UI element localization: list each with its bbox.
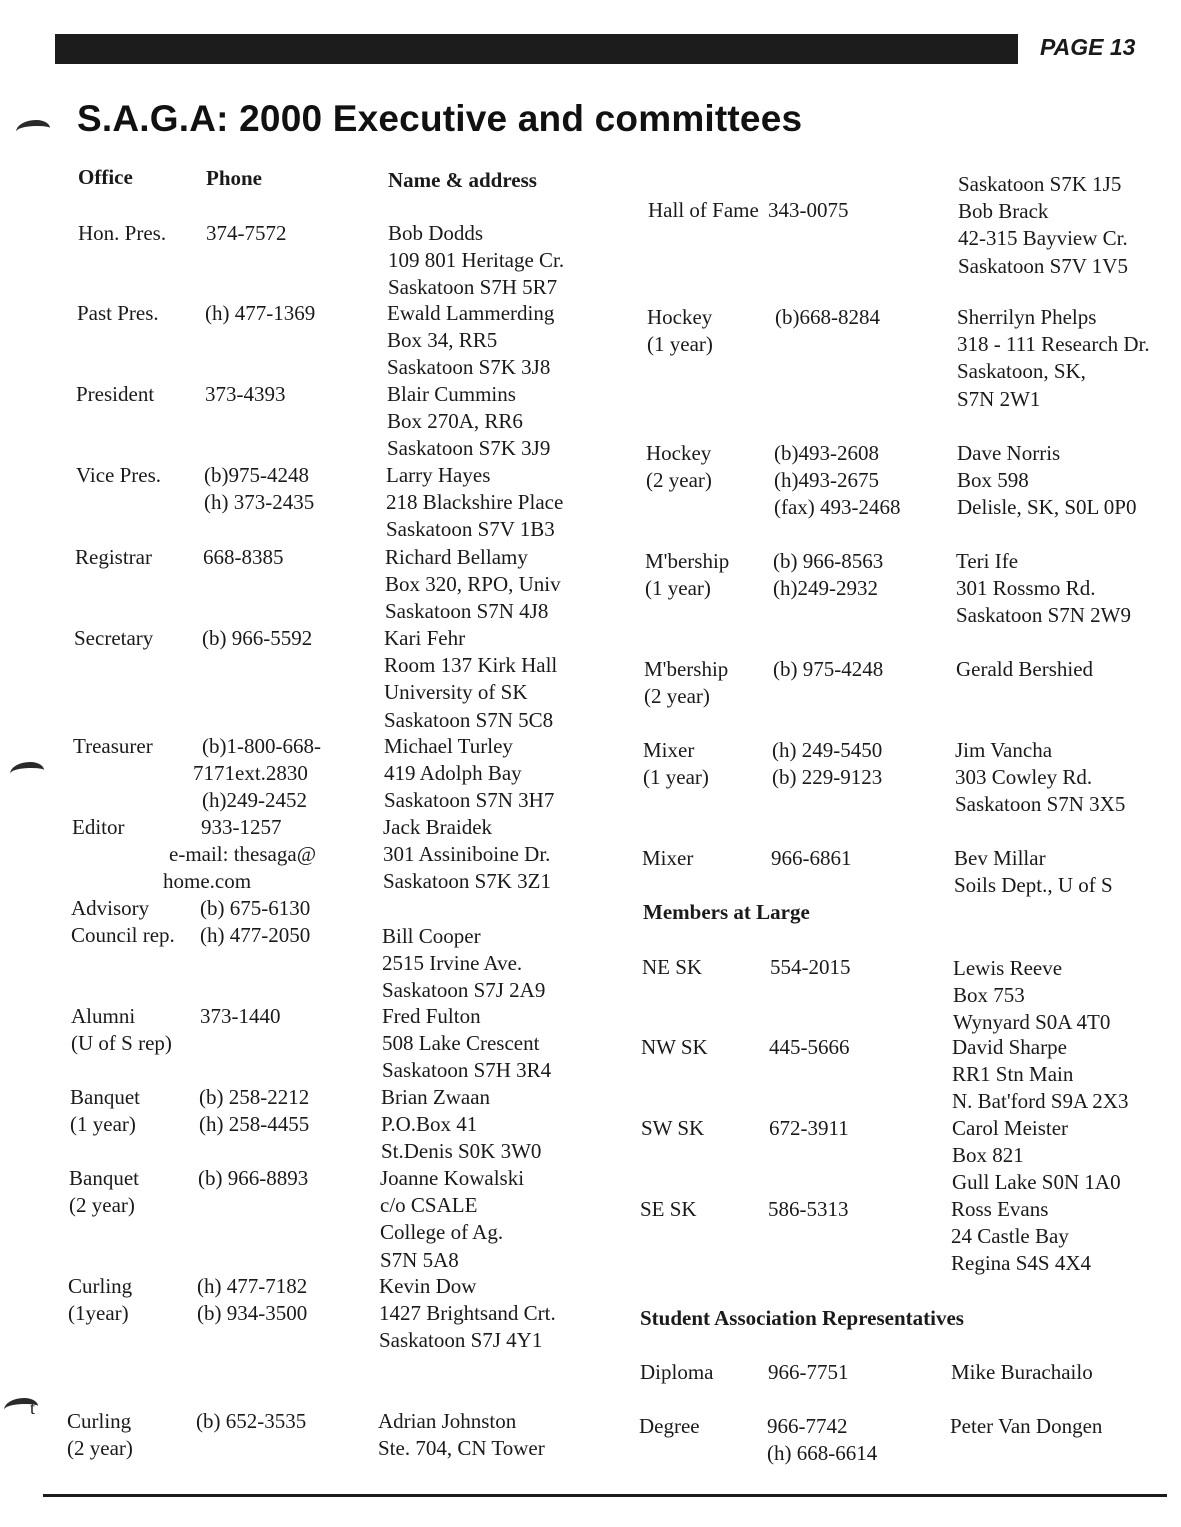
members-at-large-office: [641, 1115, 704, 1142]
office-line: (1year): [68, 1301, 129, 1326]
left-entries-phone: [196, 1408, 306, 1435]
name-line: Saskatoon S7K 3J9: [387, 436, 551, 461]
name-line: 24 Castle Bay: [951, 1224, 1069, 1249]
left-entries-name: [379, 1273, 556, 1355]
right-entries-name: [958, 171, 1128, 280]
members-at-large-office: [641, 1034, 708, 1061]
office-line: (2 year): [644, 684, 710, 709]
phone-line: (h) 477-1369: [205, 301, 316, 325]
name-line: Saskatoon S7N 5C8: [384, 707, 554, 732]
office-line: (2 year): [67, 1436, 133, 1461]
members-at-large-name: [953, 955, 1110, 1037]
phone-line: (b) 966-8563: [773, 549, 884, 573]
phone-line: 966-6861: [771, 846, 852, 870]
name-line: Box 34, RR5: [387, 328, 498, 353]
phone-line: 668-8385: [203, 545, 284, 569]
left-entries-office: [73, 733, 153, 760]
name-line: Saskatoon S7K 1J5: [958, 172, 1122, 196]
office-line: (2 year): [69, 1193, 135, 1218]
name-line: Blair Cummins: [387, 382, 516, 406]
right-entries-phone: [768, 197, 849, 224]
name-line: 303 Cowley Rd.: [955, 765, 1093, 790]
left-entries-name: [381, 1084, 541, 1166]
header-student-reps: Student Association Representatives: [640, 1306, 964, 1330]
header-name-address: Name & address: [388, 168, 537, 192]
name-line: Delisle, SK, S0L 0P0: [957, 495, 1137, 520]
left-entries-name: [386, 462, 563, 544]
office-line: President: [76, 382, 155, 406]
student-reps-name: [951, 1359, 1093, 1386]
name-line: Jack Braidek: [383, 815, 493, 839]
left-entries-office: [74, 625, 153, 652]
phone-line: home.com: [163, 869, 252, 894]
page-number: PAGE 13: [1040, 34, 1136, 60]
phone-line: 374-7572: [206, 221, 287, 245]
left-entries-phone: [206, 220, 287, 247]
left-entries-name: [387, 381, 550, 463]
phone-line: (b) 652-3535: [196, 1409, 307, 1433]
name-line: 2515 Irvine Ave.: [382, 951, 523, 976]
left-entries-phone: [198, 1165, 308, 1192]
phone-line: (h) 477-7182: [197, 1274, 308, 1298]
page-title: S.A.G.A: 2000 Executive and committees: [77, 98, 803, 139]
name-line: Bob Dodds: [388, 221, 484, 245]
left-entries-phone: [202, 625, 312, 652]
name-line: Box 821: [952, 1143, 1024, 1168]
office-line: (1 year): [645, 576, 711, 601]
right-entries-name: [957, 304, 1150, 413]
office-line: Curling: [68, 1274, 133, 1298]
office-line: (1 year): [643, 765, 709, 790]
header-members-at-large: Members at Large: [643, 900, 810, 924]
name-line: Saskatoon S7N 4J8: [385, 599, 549, 624]
left-entries-name: [384, 625, 557, 734]
phone-line: (b) 229-9123: [772, 765, 883, 790]
office-line: (2 year): [646, 468, 712, 493]
phone-line: 554-2015: [770, 955, 851, 979]
name-line: David Sharpe: [952, 1035, 1067, 1059]
office-line: (U of S rep): [71, 1031, 172, 1056]
student-reps-office: [639, 1413, 700, 1440]
phone-line: (h)249-2932: [773, 576, 878, 601]
left-entries-phone: [199, 1084, 309, 1138]
name-line: 301 Rossmo Rd.: [956, 576, 1096, 601]
name-line: Saskatoon S7H 5R7: [388, 275, 558, 300]
office-line: Banquet: [70, 1085, 140, 1109]
name-line: Saskatoon S7K 3J8: [387, 355, 551, 380]
name-line: Regina S4S 4X4: [951, 1251, 1092, 1276]
name-line: Larry Hayes: [386, 463, 491, 487]
right-entries-office: [648, 197, 759, 224]
margin-mark-letter: t: [30, 1398, 36, 1418]
phone-line: (b) 966-5592: [202, 626, 313, 650]
phone-line: 966-7742: [767, 1414, 848, 1438]
name-line: Wynyard S0A 4T0: [953, 1010, 1111, 1035]
right-entries-name: [954, 845, 1113, 899]
phone-line: (b) 934-3500: [197, 1301, 308, 1326]
left-entries-phone: [203, 544, 284, 571]
name-line: Michael Turley: [384, 734, 513, 758]
right-entries-phone: [773, 548, 883, 602]
office-line: Mixer: [642, 846, 694, 870]
name-line: Saskatoon S7N 3H7: [384, 788, 555, 813]
office-line: (1 year): [647, 332, 713, 357]
right-entries-office: [644, 656, 728, 710]
right-entries-name: [955, 737, 1125, 819]
top-banner-bar: [55, 34, 1018, 64]
name-line: Peter Van Dongen: [950, 1414, 1103, 1438]
office-line: Hockey: [646, 441, 712, 465]
office-line: M'bership: [644, 657, 729, 681]
name-line: 301 Assiniboine Dr.: [383, 842, 551, 867]
name-line: 42-315 Bayview Cr.: [958, 226, 1128, 251]
phone-line: 445-5666: [769, 1035, 850, 1059]
name-line: Ewald Lammerding: [387, 301, 555, 325]
members-at-large-phone: [769, 1115, 849, 1142]
office-line: NE SK: [642, 955, 703, 979]
members-at-large-name: [951, 1196, 1091, 1278]
left-entries-office: [75, 544, 152, 571]
office-line: Advisory: [71, 896, 150, 920]
right-entries-name: [956, 656, 1093, 683]
office-line: Curling: [67, 1409, 132, 1433]
office-line: Secretary: [74, 626, 154, 650]
left-entries-phone: [204, 462, 314, 516]
left-entries-name: [383, 814, 551, 896]
name-line: Room 137 Kirk Hall: [384, 653, 558, 678]
right-entries-phone: [771, 845, 852, 872]
bottom-rule: [43, 1494, 1167, 1497]
left-entries-phone: [200, 895, 310, 949]
left-entries-phone: [193, 733, 321, 815]
name-line: Jim Vancha: [955, 738, 1053, 762]
name-line: 218 Blackshire Place: [386, 490, 564, 515]
right-entries-office: [643, 737, 709, 791]
name-line: N. Bat'ford S9A 2X3: [952, 1089, 1129, 1114]
phone-line: (b)668-8284: [775, 305, 880, 329]
name-line: Fred Fulton: [382, 1004, 481, 1028]
name-line: Gull Lake S0N 1A0: [952, 1170, 1121, 1195]
header-phone: Phone: [206, 166, 263, 190]
left-entries-name: [382, 1003, 551, 1085]
phone-line: (fax) 493-2468: [774, 495, 901, 520]
members-at-large-name: [952, 1034, 1128, 1116]
left-entries-office: [70, 1084, 140, 1138]
left-entries-office: [69, 1165, 139, 1219]
name-line: Dave Norris: [957, 441, 1061, 465]
left-entries-office: [71, 1003, 172, 1057]
left-entries-name: [378, 1408, 545, 1462]
left-entries-name: [382, 923, 545, 1005]
members-at-large-phone: [770, 954, 851, 981]
name-line: Gerald Bershied: [956, 657, 1094, 681]
office-line: M'bership: [645, 549, 730, 573]
right-entries-phone: [772, 737, 882, 791]
left-entries-name: [384, 733, 554, 815]
phone-line: 7171ext.2830: [193, 761, 308, 786]
office-line: Alumni: [71, 1004, 136, 1028]
right-entries-office: [645, 548, 729, 602]
right-entries-office: [642, 845, 693, 872]
name-line: Saskatoon S7N 2W9: [956, 603, 1131, 628]
name-line: Mike Burachailo: [951, 1360, 1093, 1384]
name-line: Brian Zwaan: [381, 1085, 491, 1109]
name-line: Saskatoon S7H 3R4: [382, 1058, 552, 1083]
members-at-large-phone: [768, 1196, 849, 1223]
phone-line: (h) 249-5450: [772, 738, 883, 762]
phone-line: (h)249-2452: [202, 788, 307, 813]
phone-line: 933-1257: [201, 815, 282, 839]
name-line: Teri Ife: [956, 549, 1019, 573]
student-reps-name: [950, 1413, 1102, 1440]
name-line: Box 753: [953, 983, 1025, 1008]
header-office: Office: [78, 165, 133, 189]
name-line: Lewis Reeve: [953, 956, 1063, 980]
left-entries-office: [76, 381, 154, 408]
office-line: Registrar: [75, 545, 152, 569]
left-entries-office: [76, 462, 161, 489]
office-line: Hon. Pres.: [78, 221, 167, 245]
left-entries-phone: [205, 300, 315, 327]
name-line: RR1 Stn Main: [952, 1062, 1074, 1087]
phone-line: (h) 258-4455: [199, 1112, 310, 1137]
phone-line: 343-0075: [768, 198, 849, 222]
name-line: 109 801 Heritage Cr.: [388, 248, 565, 273]
left-entries-phone: [200, 1003, 281, 1030]
name-line: Kari Fehr: [384, 626, 466, 650]
name-line: 508 Lake Crescent: [382, 1031, 540, 1056]
name-line: Saskatoon S7J 2A9: [382, 978, 546, 1003]
left-entries-phone: [205, 381, 286, 408]
right-entries-phone: [775, 304, 880, 331]
name-line: 419 Adolph Bay: [384, 761, 522, 786]
phone-line: (b)975-4248: [204, 463, 309, 487]
phone-line: e-mail: thesaga@: [169, 842, 317, 867]
name-line: Saskatoon S7V 1V5: [958, 253, 1128, 278]
left-entries-office: [67, 1408, 133, 1462]
phone-line: (b)493-2608: [774, 441, 879, 465]
name-line: S7N 5A8: [380, 1247, 459, 1272]
office-line: SE SK: [640, 1197, 697, 1221]
name-line: Box 320, RPO, Univ: [385, 572, 561, 597]
name-line: College of Ag.: [380, 1220, 504, 1245]
phone-line: 672-3911: [769, 1116, 849, 1140]
left-entries-office: [77, 300, 159, 327]
left-entries-name: [380, 1165, 524, 1274]
phone-line: (h)493-2675: [774, 468, 879, 493]
name-line: P.O.Box 41: [381, 1112, 478, 1137]
name-line: S7N 2W1: [957, 386, 1041, 411]
name-line: Sherrilyn Phelps: [957, 305, 1097, 329]
phone-line: 373-4393: [205, 382, 286, 406]
name-line: Saskatoon S7J 4Y1: [379, 1328, 543, 1353]
office-line: Diploma: [640, 1360, 714, 1384]
office-line: (1 year): [70, 1112, 136, 1137]
name-line: Joanne Kowalski: [380, 1166, 525, 1190]
right-entries-phone: [773, 656, 883, 683]
name-line: Ross Evans: [951, 1197, 1049, 1221]
left-entries-phone: [197, 1273, 307, 1327]
office-line: Past Pres.: [77, 301, 159, 325]
right-entries-phone: [774, 440, 901, 522]
left-entries-office: [71, 895, 175, 949]
right-entries-office: [646, 440, 712, 494]
name-line: Saskatoon, SK,: [957, 359, 1086, 384]
phone-line: 373-1440: [200, 1004, 281, 1028]
name-line: Bev Millar: [954, 846, 1046, 870]
office-line: Mixer: [643, 738, 695, 762]
phone-line: (b) 675-6130: [200, 896, 311, 920]
office-line: Degree: [639, 1414, 700, 1438]
members-at-large-office: [642, 954, 702, 981]
name-line: 1427 Brightsand Crt.: [379, 1301, 556, 1326]
left-entries-phone: [163, 814, 317, 896]
members-at-large-name: [952, 1115, 1121, 1197]
name-line: Bob Brack: [958, 199, 1049, 224]
phone-line: (b)1-800-668-: [202, 734, 321, 758]
office-line: Banquet: [69, 1166, 139, 1190]
name-line: Soils Dept., U of S: [954, 873, 1113, 898]
name-line: Richard Bellamy: [385, 545, 528, 569]
office-line: NW SK: [641, 1035, 708, 1059]
members-at-large-office: [640, 1196, 697, 1223]
office-line: Treasurer: [73, 734, 153, 758]
right-entries-name: [956, 548, 1131, 630]
left-entries-name: [388, 220, 564, 302]
name-line: Saskatoon S7N 3X5: [955, 792, 1126, 817]
office-line: Hall of Fame: [648, 198, 759, 222]
phone-line: 586-5313: [768, 1197, 849, 1221]
office-line: Editor: [72, 815, 125, 839]
phone-line: 966-7751: [768, 1360, 849, 1384]
left-entries-office: [72, 814, 125, 841]
name-line: Saskatoon S7V 1B3: [386, 517, 555, 542]
name-line: Ste. 704, CN Tower: [378, 1436, 545, 1461]
phone-line: (h) 373-2435: [204, 490, 315, 515]
name-line: Box 598: [957, 468, 1029, 493]
name-line: University of SK: [384, 680, 528, 705]
left-entries-office: [68, 1273, 132, 1327]
name-line: 318 - 111 Research Dr.: [957, 332, 1150, 357]
left-entries-office: [78, 220, 166, 247]
office-line: SW SK: [641, 1116, 705, 1140]
student-reps-phone: [768, 1359, 849, 1386]
name-line: c/o CSALE: [380, 1193, 478, 1218]
left-entries-name: [385, 544, 561, 626]
office-line: Council rep.: [71, 923, 175, 948]
name-line: St.Denis S0K 3W0: [381, 1139, 542, 1164]
members-at-large-phone: [769, 1034, 850, 1061]
margin-mark: [10, 762, 44, 782]
name-line: Adrian Johnston: [378, 1409, 517, 1433]
phone-line: (b) 966-8893: [198, 1166, 309, 1190]
phone-line: (h) 477-2050: [200, 923, 311, 948]
right-entries-name: [957, 440, 1136, 522]
phone-line: (b) 258-2212: [199, 1085, 310, 1109]
name-line: Bill Cooper: [382, 924, 481, 948]
phone-line: (h) 668-6614: [767, 1441, 878, 1466]
office-line: Hockey: [647, 305, 713, 329]
name-line: Box 270A, RR6: [387, 409, 523, 434]
student-reps-phone: [767, 1413, 877, 1467]
phone-line: (b) 975-4248: [773, 657, 884, 681]
right-entries-office: [647, 304, 713, 358]
margin-mark: [16, 120, 50, 140]
name-line: Carol Meister: [952, 1116, 1069, 1140]
name-line: Kevin Dow: [379, 1274, 477, 1298]
office-line: Vice Pres.: [76, 463, 162, 487]
left-entries-name: [387, 300, 554, 382]
name-line: Saskatoon S7K 3Z1: [383, 869, 551, 894]
student-reps-office: [640, 1359, 714, 1386]
